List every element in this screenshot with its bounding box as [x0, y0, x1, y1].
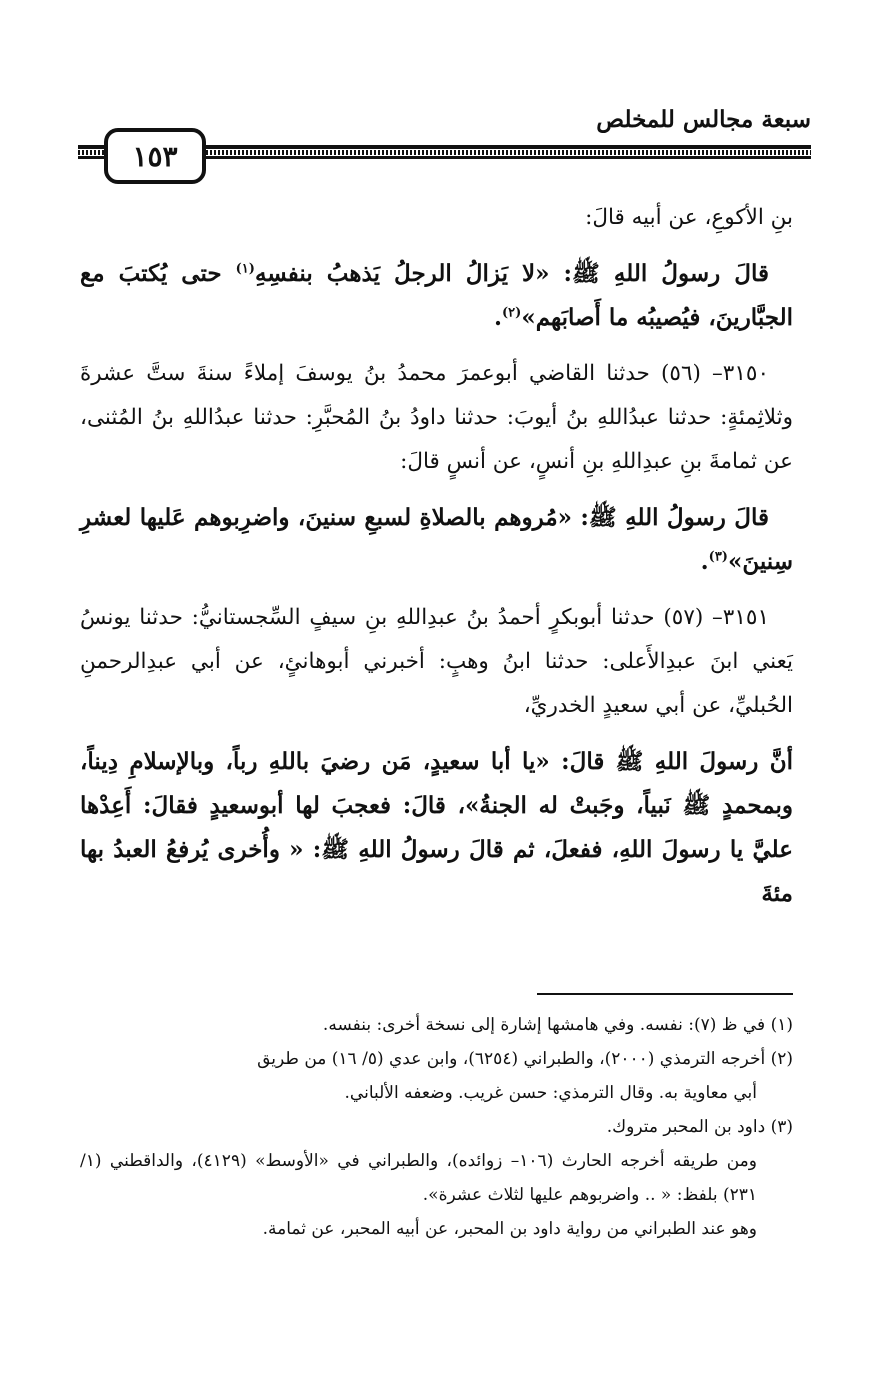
isnad-text: ٣١٥٠– (٥٦) حدثنا القاضي أبوعمرَ محمدُ بنُ يوسفَ إملاءً سنةَ ستَّ عشرةَ وثلاثِمئةٍ: حدثنا عبدُاللهِ بنُ أيوبَ: حدثنا داودُ بنُ المُحبَّرِ: حدثنا عبدُاللهِ بنُ المُثنى، عن ثمامةَ بنِ عبدِاللهِ بنِ أنسٍ، عن أنسٍ قالَ: — [80, 361, 793, 474]
paragraph-isnad-end — [80, 196, 793, 240]
footnote-3: (٣) داود بن المحبر متروك. — [606, 1117, 793, 1137]
paragraph-text: بنِ الأكوعِ، عن أبيه قالَ: — [585, 205, 793, 230]
footnote-1: (١) في ظ (٧): نفسه. وفي هامشها إشارة إلى نسخة أخرى: بنفسه. — [322, 1015, 793, 1035]
footnote-ref-3[interactable]: (٣) — [708, 549, 728, 565]
hadith-text: أنَّ رسولَ اللهِ ﷺ قالَ: «يا أبا سعيدٍ، مَن رضيَ باللهِ رباً، وبالإسلامِ دِيناً، وبمحمدٍ ﷺ نَبياً، وجَبتْ له الجنةُ»، قالَ: فعجبَ لها أبوسعيدٍ فقالَ: أَعِدْها عليَّ يا رسولَ اللهِ، ففعلَ، ثم قالَ رسولُ اللهِ ﷺ: « وأُخرى يُرفعُ العبدُ بها مئةَ — [80, 748, 793, 907]
page-number: ١٥٣ — [132, 139, 178, 173]
page-number-box — [104, 128, 206, 184]
main-text — [80, 196, 793, 916]
hadith-text-1: قالَ رسولُ اللهِ ﷺ: «لا يَزالُ الرجلُ يَذهبُ بنفسِهِ$^{(١)}$ حتى يُكتبَ مع الجبَّارينَ، فيُصيبُه ما أَصابَهم»$^{(٢)}$. — [80, 260, 793, 331]
isnad-3151 — [80, 596, 793, 728]
footnote-3-cont-2: وهو عند الطبراني من رواية داود بن المحبر، عن أبيه المحبر، عن ثمامة. — [262, 1219, 757, 1239]
footnote-ref-1[interactable]: (١) — [235, 261, 255, 277]
hadith-text-cont: حتى يُكتبَ مع الجبَّارينَ، فيُصيبُه ما أَصابَهم» — [80, 260, 793, 331]
hadith-text-2: قالَ رسولُ اللهِ ﷺ: «مُروهم بالصلاةِ لسبعِ سنينَ، واضرِبوهم عَليها لعشرِ سِنينَ»$^{(٣)}$. — [80, 504, 793, 575]
footnotes — [80, 1008, 793, 1246]
footnote-3-cont: ومن طريقه أخرجه الحارث (١٠٦– زوائده)، والطبراني في «الأوسط» (٤١٢٩)، والداقطني (١/ ٢٣١) بلفظ: « .. واضربوهم عليها لثلاث عشرة». — [80, 1151, 757, 1205]
isnad-text: ٣١٥١– (٥٧) حدثنا أبوبكرٍ أحمدُ بنُ عبدِاللهِ بنِ سيفٍ السِّجستانيُّ: حدثنا يونسُ يَعني ابنَ عبدِالأَعلى: حدثنا ابنُ وهبٍ: أخبرني أبوهانئٍ، عن أبي عبدِالرحمنِ الحُبليِّ، عن أبي سعيدٍ الخدريِّ، — [80, 605, 793, 718]
hadith-text: قالَ رسولُ اللهِ ﷺ: «لا يَزالُ الرجلُ يَذهبُ بنفسِهِ — [254, 260, 769, 287]
hadith-text-3 — [80, 740, 793, 916]
footnote-separator — [537, 993, 793, 995]
footnote-ref-2[interactable]: (٢) — [502, 305, 522, 321]
footnote-2-cont: أبي معاوية به. وقال الترمذي: حسن غريب. وضعفه الألباني. — [344, 1083, 757, 1103]
running-header-title: سبعة مجالس للمخلص — [596, 106, 811, 133]
footnote-2: (٢) أخرجه الترمذي (٢٠٠٠)، والطبراني (٦٢٥٤)، وابن عدي (٥/ ١٦) من طريق — [257, 1049, 793, 1069]
hadith-text: قالَ رسولُ اللهِ ﷺ: «مُروهم بالصلاةِ لسبعِ سنينَ، واضرِبوهم عَليها لعشرِ سِنينَ» — [80, 504, 793, 575]
isnad-3150 — [80, 352, 793, 484]
